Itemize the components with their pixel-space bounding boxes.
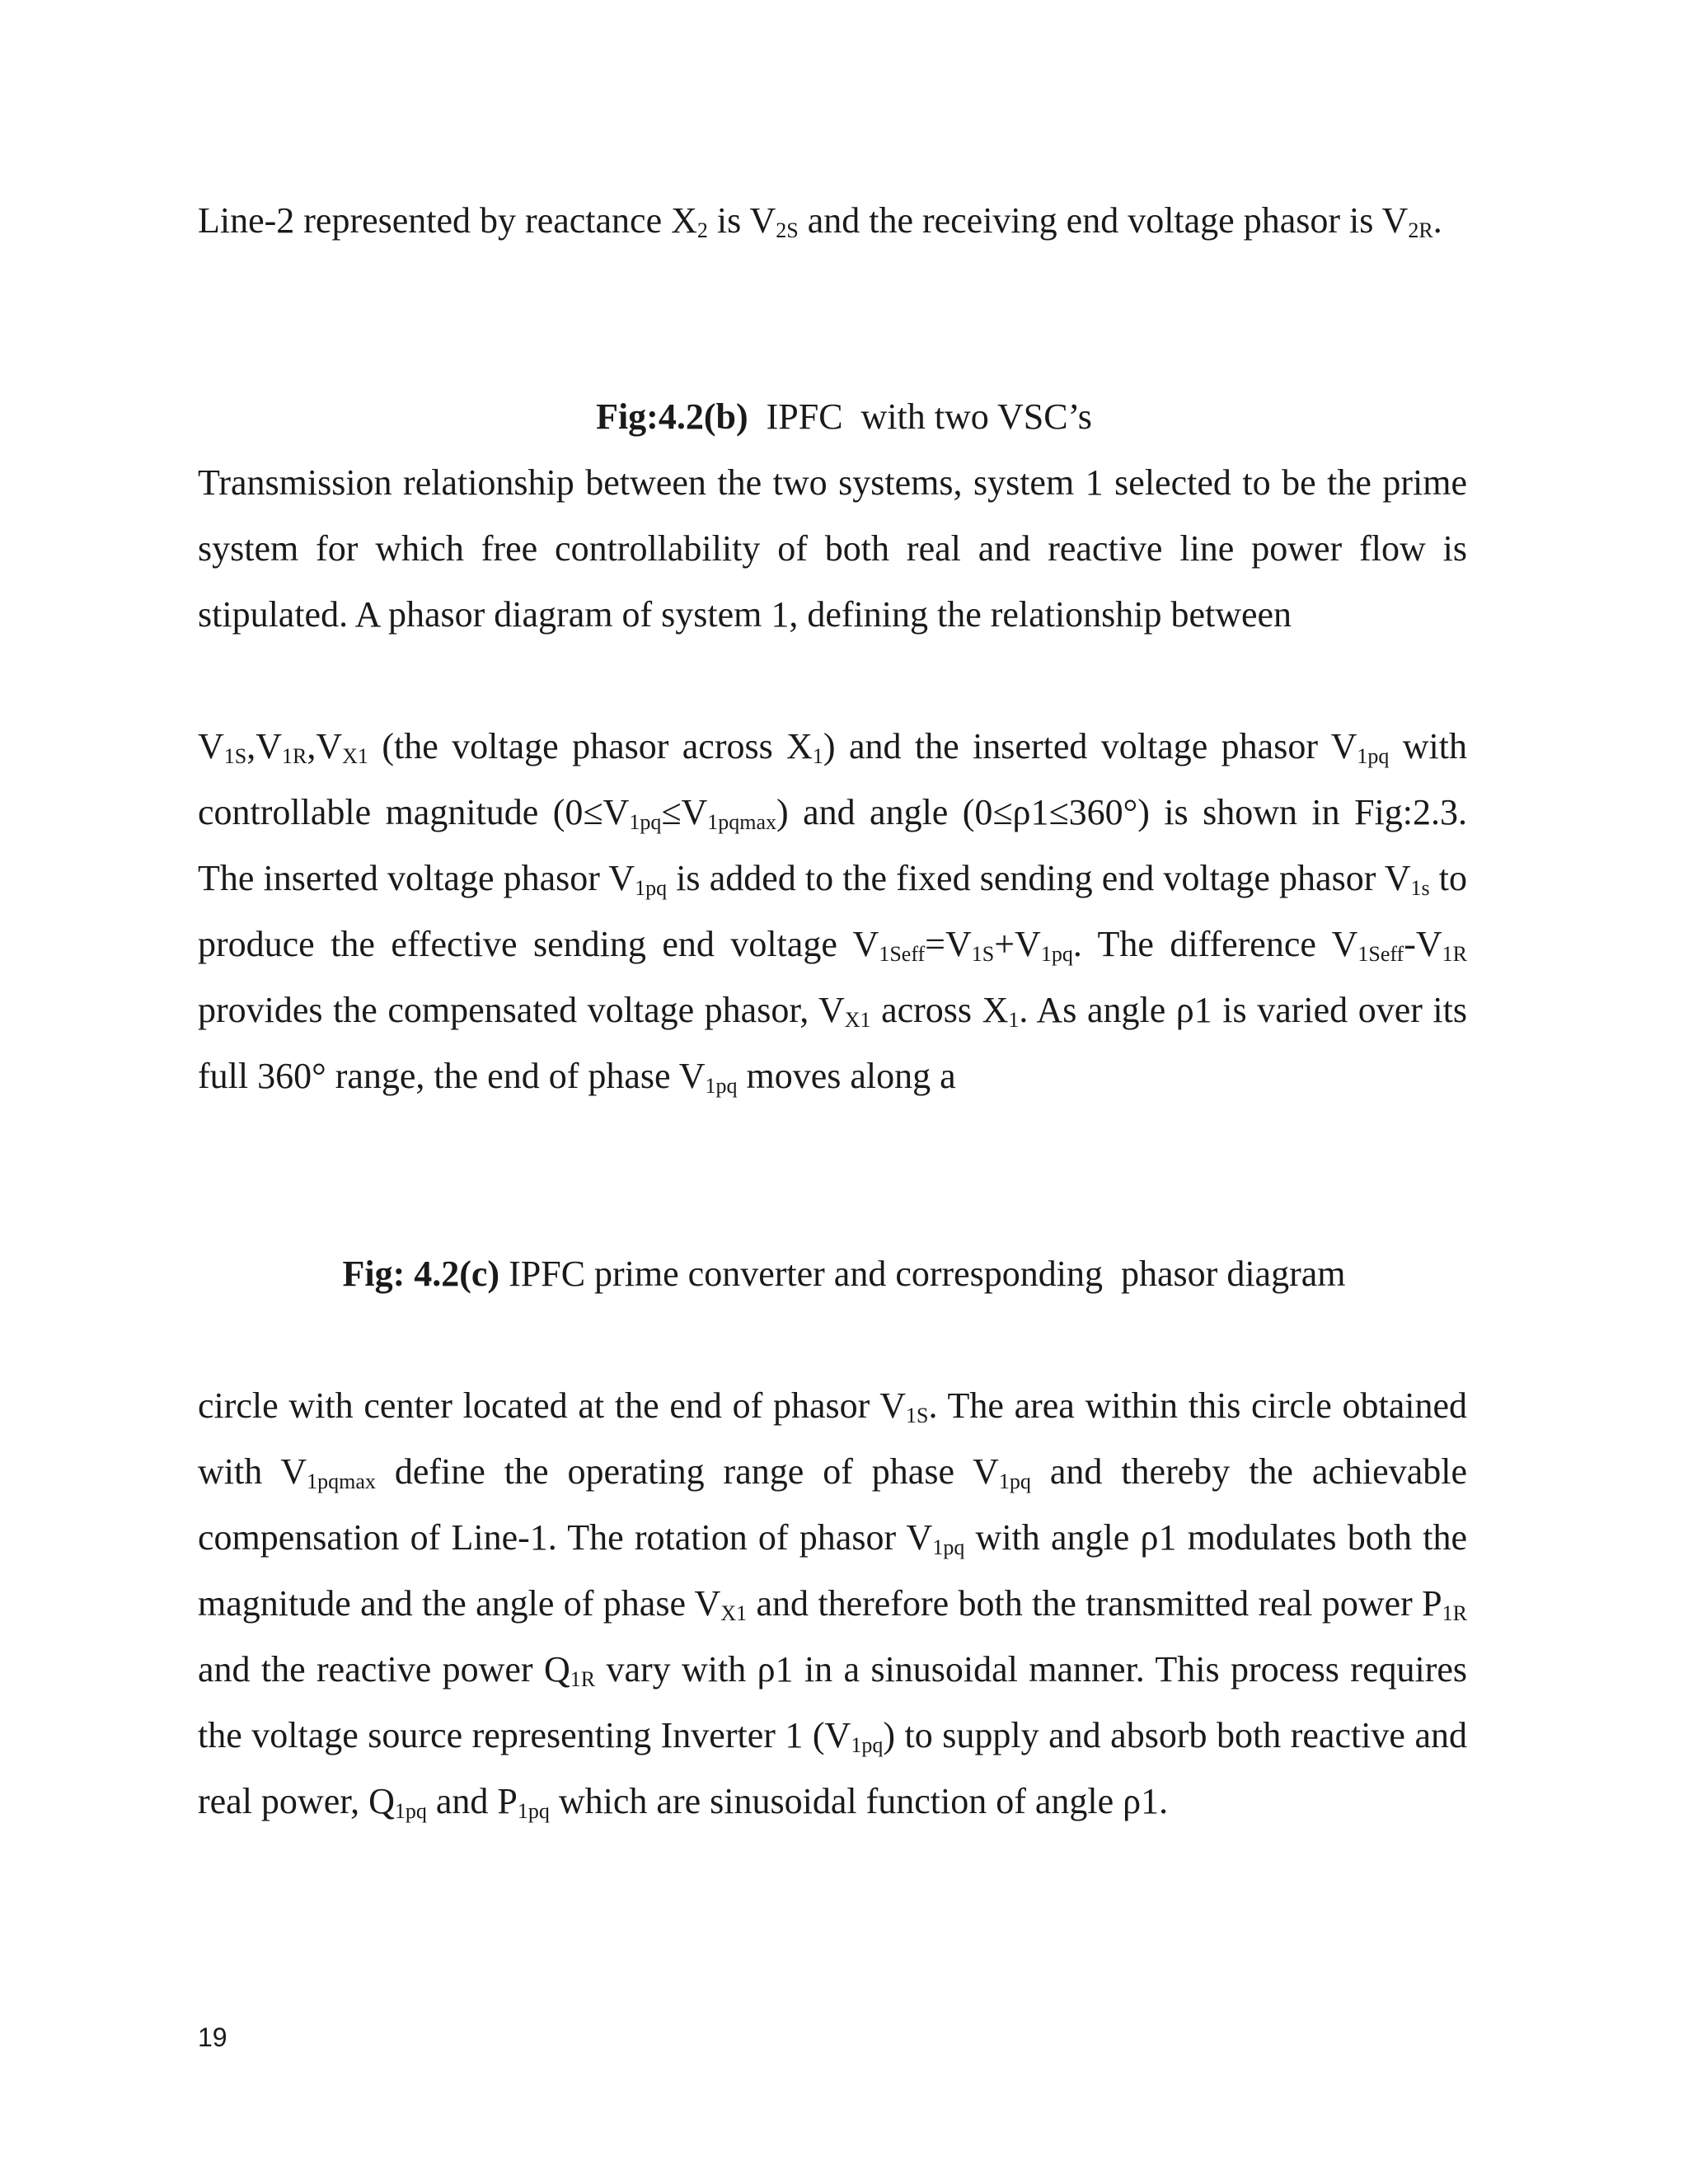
text-run: (the voltage phasor across X xyxy=(368,726,813,766)
text-run: Transmission relationship between the two systems, system 1 selected to be the prime system for which free controllability of both real and reactive line power flow is stipulated. A phasor diagram of system 1, defining the relationship between xyxy=(198,462,1467,635)
caption-text: IPFC prime converter and corresponding phasor diagram xyxy=(499,1254,1346,1294)
caption-label: Fig: 4.2(c) xyxy=(342,1254,500,1294)
subscript: 1 xyxy=(812,744,823,768)
subscript: 1R xyxy=(282,744,307,768)
subscript: 1R xyxy=(570,1667,596,1691)
subscript: 1pq xyxy=(635,876,668,900)
paragraph-circle-operating-range xyxy=(198,1373,1467,1835)
subscript: 1pq xyxy=(1040,942,1073,966)
subscript: 1pq xyxy=(629,810,662,834)
text-run: . As angle ρ1 is varied over its full 360° range, the end of phase V xyxy=(198,990,1467,1096)
text-run: and the receiving end voltage phasor is V xyxy=(798,200,1409,241)
subscript: 1Seff xyxy=(1357,942,1404,966)
text-run: vary with ρ1 in a sinusoidal manner. This process requires the voltage source representing Inverter 1 (V xyxy=(198,1649,1467,1755)
subscript: 1pq xyxy=(932,1535,965,1559)
subscript: 1pq xyxy=(517,1799,550,1823)
subscript: 1pqmax xyxy=(707,810,777,834)
text-run: ,V xyxy=(307,726,343,766)
text-run: ) and angle (0≤ρ1≤360°) is shown in Fig:2.3. The inserted voltage phasor V xyxy=(198,792,1468,898)
text-run: and P xyxy=(426,1781,518,1821)
subscript: 2 xyxy=(696,218,708,242)
text-run: circle with center located at the end of phasor V xyxy=(198,1385,907,1426)
subscript: 1pq xyxy=(705,1074,738,1098)
subscript: X1 xyxy=(844,1008,871,1032)
text-run: ) to supply and absorb both reactive and real power, Q xyxy=(198,1715,1468,1821)
subscript: X1 xyxy=(720,1601,748,1625)
text-run: Line-2 represented by reactance X xyxy=(198,200,697,241)
text-run: =V xyxy=(925,924,972,964)
subscript: 1pq xyxy=(1357,744,1390,768)
text-run: ≤V xyxy=(661,792,708,832)
paragraph-transmission-relationship xyxy=(198,450,1467,648)
text-run: across X xyxy=(870,990,1009,1030)
text-run: which are sinusoidal function of angle ρ1. xyxy=(549,1781,1169,1821)
page-number: 19 xyxy=(198,2022,227,2052)
subscript: 1S xyxy=(223,744,247,768)
subscript: 1pq xyxy=(394,1799,427,1823)
paragraph-phasor-diagram xyxy=(198,714,1467,1109)
text-run: with controllable magnitude (0≤V xyxy=(198,726,1468,832)
subscript: 1 xyxy=(1008,1008,1020,1032)
text-run: with angle ρ1 modulates both the magnitude and the angle of phase V xyxy=(198,1517,1467,1624)
text-run: . The difference V xyxy=(1072,924,1358,964)
text-run: and thereby the achievable compensation of Line-1. The rotation of phasor V xyxy=(198,1451,1467,1558)
text-run: ) and the inserted voltage phasor V xyxy=(823,726,1357,766)
text-run: is added to the fixed sending end voltage phasor V xyxy=(667,858,1411,898)
subscript: 1R xyxy=(1442,942,1467,966)
subscript: X1 xyxy=(342,744,368,768)
subscript: 1s xyxy=(1410,876,1430,900)
subscript: 1pq xyxy=(851,1733,884,1757)
text-run: provides the compensated voltage phasor, V xyxy=(198,990,845,1030)
text-run: ,V xyxy=(246,726,283,766)
text-run: and the reactive power Q xyxy=(198,1649,570,1690)
caption-text: IPFC with two VSC’s xyxy=(748,396,1092,437)
text-run: V xyxy=(198,726,224,766)
subscript: 1Seff xyxy=(879,942,926,966)
subscript: 1pqmax xyxy=(307,1469,376,1493)
text-run: . xyxy=(1432,200,1442,241)
figure-caption-4-2c xyxy=(0,1249,1688,1299)
text-run: define the operating range of phase V xyxy=(375,1451,999,1492)
text-run: moves along a xyxy=(737,1056,956,1096)
subscript: 1pq xyxy=(998,1469,1031,1493)
subscript: 2R xyxy=(1408,218,1433,242)
subscript: 2S xyxy=(776,218,799,242)
subscript: 1S xyxy=(971,942,995,966)
text-run: and therefore both the transmitted real power P xyxy=(747,1583,1442,1624)
figure-caption-4-2b xyxy=(0,392,1688,442)
text-run: to produce the effective sending end voltage V xyxy=(198,858,1467,964)
paragraph-line2-intro xyxy=(198,188,1467,254)
text-run: is V xyxy=(707,200,776,241)
text-run: +V xyxy=(994,924,1041,964)
text-run: . The area within this circle obtained with V xyxy=(198,1385,1467,1492)
subscript: 1R xyxy=(1442,1601,1467,1625)
text-run: -V xyxy=(1404,924,1442,964)
subscript: 1S xyxy=(906,1404,929,1427)
caption-label: Fig:4.2(b) xyxy=(596,396,748,437)
